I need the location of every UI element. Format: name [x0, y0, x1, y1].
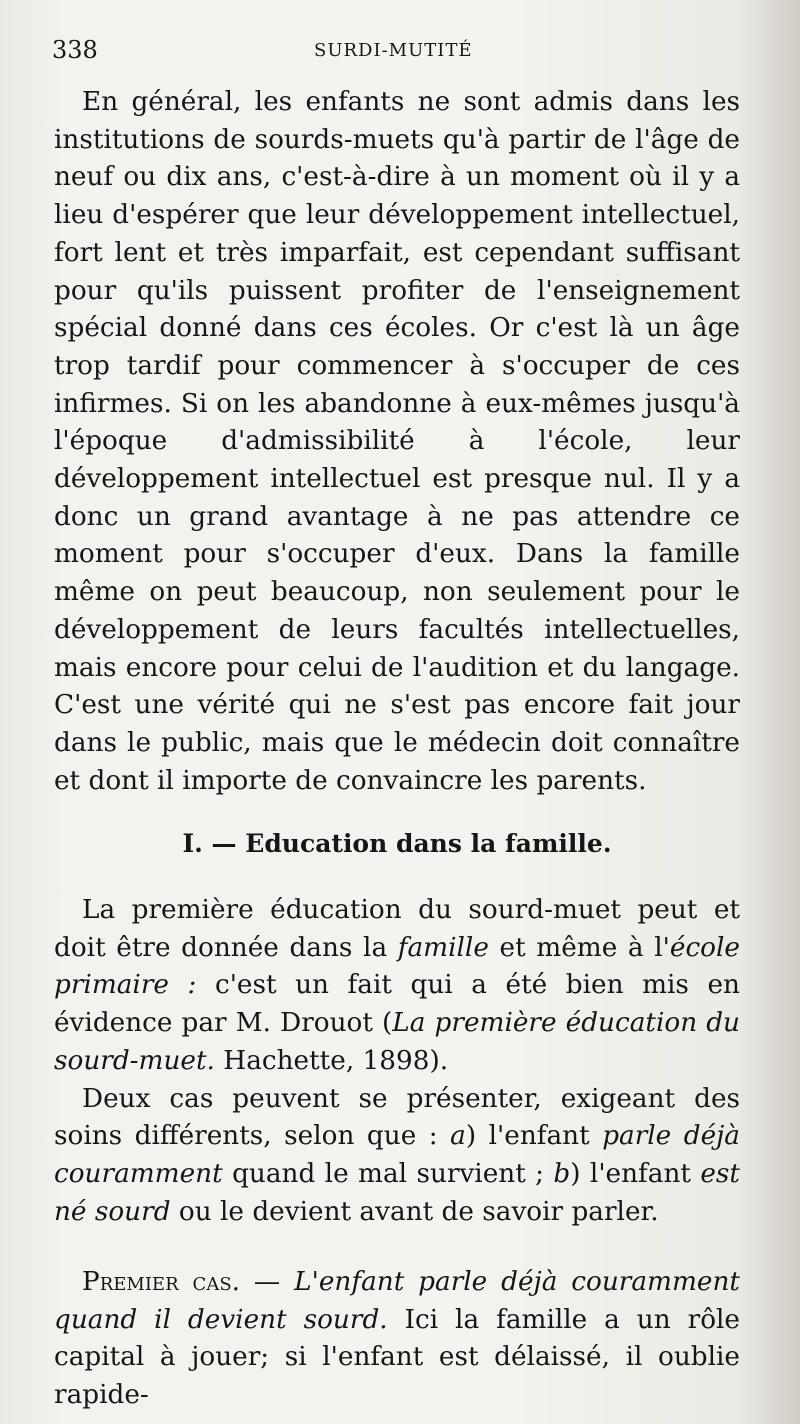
- text-run: Deux cas peuvent se présenter, exigeant des soins différents, selon que :: [54, 1083, 740, 1152]
- italic-citation: La première éducation du sourd-muet.: [54, 1008, 740, 1076]
- paragraph-intro: En général, les enfants ne sont admis dans les institutions de sourds-muets qu'à partir de l'âge de neuf ou dix ans, c'est-à-dire à un moment où il y a lieu d'espérer que leur développement intellectuel, fort lent et très imparfait, est cependant suffisant pour qu'ils puissent profiter de l'enseignement spécial donné dans ces écoles. Or c'est là un âge trop tardif pour commencer à s'occuper de ces infirmes. Si on les abandonne à eux-mêmes jusqu'à l'époque d'admissibilité à l'école, leur développement intellectuel est presque nul. Il y a donc un grand avantage à ne pas attendre ce moment pour s'occuper d'eux. Dans la famille même on peut beaucoup, non seulement pour le développement de leurs facultés intellectuelles, mais encore pour celui de l'audition et du langage. C'est une vérité qui ne s'est pas encore fait jour dans le public, mais que le médecin doit connaître et dont il importe de convaincre les parents.: [54, 87, 740, 796]
- text-run: —: [240, 1267, 295, 1297]
- text-block-intro: [54, 84, 740, 800]
- text-run: ) l'enfant: [570, 1158, 701, 1189]
- text-run: ou le devient avant de savoir parler.: [170, 1196, 659, 1227]
- text-run: c'est un fait qui a été bien mis en évidence par M. Drouot (: [54, 970, 740, 1039]
- text-run: et même à l': [488, 932, 670, 963]
- page-header: [52, 36, 740, 68]
- italic-text: parle déjà couramment: [54, 1121, 740, 1189]
- italic-text: école primaire :: [54, 932, 740, 1001]
- text-run: La première éducation du sourd-muet peut et doit être donnée dans la: [54, 895, 740, 963]
- text-run: Hachette, 1898).: [214, 1045, 449, 1076]
- text-run: quand le mal survient ;: [222, 1158, 554, 1189]
- text-block-first-case: [54, 1264, 740, 1415]
- page-number: 338: [52, 36, 98, 64]
- smallcaps-label: Premier cas.: [82, 1267, 241, 1297]
- text-run: Ici la famille a un rôle capital à jouer; si l'enfant est délaissé, il oublie rapide-: [54, 1304, 740, 1411]
- italic-text: b: [553, 1158, 571, 1189]
- text-block-education: [54, 892, 740, 1231]
- section-heading: I. — Education dans la famille.: [182, 829, 612, 858]
- italic-text: L'enfant parle déjà couramment quand il devient sourd.: [54, 1267, 740, 1335]
- italic-text: a: [450, 1121, 466, 1152]
- italic-text: est né sourd: [54, 1158, 740, 1227]
- paragraph-two-cases: [54, 1081, 740, 1232]
- italic-text: famille: [397, 932, 489, 963]
- paragraph-first-education: [54, 892, 740, 1081]
- paragraph-first-case: [54, 1264, 740, 1415]
- text-run: ) l'enfant: [465, 1121, 603, 1152]
- running-head: SURDI-MUTITÉ: [314, 40, 473, 61]
